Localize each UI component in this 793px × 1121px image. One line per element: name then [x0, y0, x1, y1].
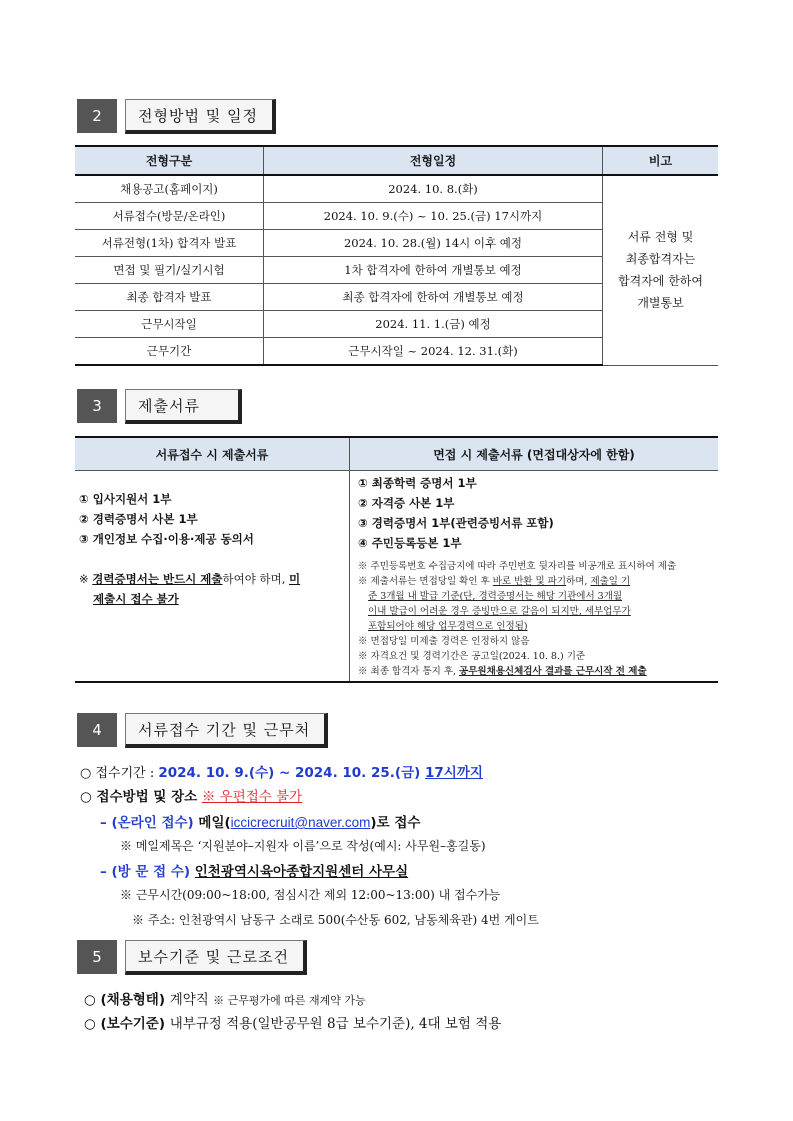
- period-label: ○ 접수기간 :: [80, 766, 159, 781]
- list-item: ③ 경력증명서 1부(관련증빙서류 포함): [358, 516, 554, 530]
- remark-line: 합격자에 한하여: [618, 274, 703, 289]
- remark-line: 최종합격자는: [625, 252, 696, 267]
- receipt-block: [80, 761, 720, 931]
- note-underline: 경력증명서는 반드시 제출: [92, 572, 223, 586]
- note-underline: 미: [289, 572, 301, 586]
- stage-cell: 서류접수(방문/온라인): [75, 203, 264, 230]
- std-label: ○ (보수기준): [84, 1016, 170, 1032]
- section-3-header: [77, 389, 242, 423]
- section-number: 2: [77, 99, 117, 133]
- section-number: 4: [77, 713, 117, 747]
- col-header: 전형구분: [75, 146, 264, 175]
- remark-line: 개별통보: [637, 296, 684, 311]
- online-note: ※ 메일제목은 ‘지원분야–지원자 이름’으로 작성(예시: 사무원–홍길동): [120, 839, 486, 853]
- period-value: 2024. 10. 9.(수) ~ 2024. 10. 25.(금): [158, 765, 426, 781]
- stage-cell: 서류전형(1차) 합격자 발표: [75, 230, 264, 257]
- pay-type: [84, 988, 366, 1008]
- note-underline: 제출시 접수 불가: [93, 592, 179, 606]
- online-text: )로 접수: [370, 815, 421, 831]
- note-underline: 바로 반환 및 파기: [492, 576, 567, 587]
- date-cell: 근무시작일 ~ 2024. 12. 31.(화): [264, 338, 603, 366]
- note-line: ※ 자격요건 및 경력기간은 공고일(2024. 10. 8.) 기준: [358, 651, 586, 662]
- method-note: ※ 우편접수 불가: [201, 789, 303, 805]
- list-item: ① 최종학력 증명서 1부: [358, 476, 477, 490]
- section-2-header: [77, 99, 276, 133]
- list-item: ③ 개인정보 수집·이용·제공 동의서: [79, 532, 254, 546]
- visit-note: ※ 근무시간(09:00~18:00, 점심시간 제외 12:00~13:00) 내 접수가능: [120, 888, 501, 902]
- list-item: ① 입사지원서 1부: [79, 492, 172, 506]
- period-until: 17시까지: [425, 765, 483, 781]
- type-value: 계약직: [169, 992, 214, 1008]
- note-text: 하여야 하며,: [222, 572, 290, 586]
- visit-place: 인천광역시육아종합지원센터 사무실: [194, 864, 409, 880]
- type-label: ○ (채용형태): [84, 992, 170, 1008]
- table-header-row: [75, 146, 718, 175]
- note-mark: ※: [79, 572, 93, 586]
- email-link[interactable]: iccicrecruit@naver.com: [230, 815, 371, 830]
- col-header: 서류접수 시 제출서류: [75, 437, 350, 471]
- note-text: ※ 최종 합격자 통지 후,: [358, 666, 460, 677]
- table-row: [75, 175, 718, 203]
- right-docs-cell: [350, 471, 719, 683]
- list-item: ④ 주민등록등본 1부: [358, 536, 462, 550]
- stage-cell: 근무시작일: [75, 311, 264, 338]
- note-line: [358, 574, 714, 589]
- stage-cell: 면접 및 필기/실기시험: [75, 257, 264, 284]
- pay-standard: [84, 1012, 501, 1032]
- stage-cell: 근무기간: [75, 338, 264, 366]
- date-cell: 2024. 10. 28.(월) 14시 이후 예정: [264, 230, 603, 257]
- note-line: 준 3개월 내 발급 기준(단, 경력증명서는 해당 기관에서 3개월: [368, 591, 623, 602]
- stage-cell: 최종 합격자 발표: [75, 284, 264, 311]
- method-label: ○ 접수방법 및 장소: [80, 789, 202, 805]
- list-item: ② 경력증명서 사본 1부: [79, 512, 198, 526]
- receipt-method: [80, 785, 302, 805]
- section-4-header: [77, 713, 328, 747]
- left-note: [79, 569, 345, 609]
- note-text: ※ 제출서류는 면접당일 확인 후: [358, 576, 493, 587]
- section-title: 서류접수 기간 및 근무처: [125, 713, 328, 748]
- left-docs-cell: [75, 471, 350, 683]
- documents-table: [75, 436, 718, 683]
- section-title: 전형방법 및 일정: [125, 99, 276, 134]
- pay-block: [84, 988, 724, 1038]
- schedule-table: [75, 145, 718, 366]
- note-line: ※ 면접당일 미제출 경력은 인정하지 않음: [358, 636, 530, 647]
- note-line: ※ 주민등록번호 수집금지에 따라 주민번호 뒷자리를 비공개로 표시하여 제출: [358, 561, 677, 572]
- online-text: 메일(: [198, 815, 231, 831]
- section-5-header: [77, 940, 307, 974]
- col-header: 비고: [603, 146, 719, 175]
- receipt-online: [100, 811, 420, 831]
- date-cell: 2024. 10. 9.(수) ~ 10. 25.(금) 17시까지: [264, 203, 603, 230]
- visit-label: – (방 문 접 수): [100, 864, 195, 880]
- online-label: – (온라인 접수): [100, 815, 199, 831]
- note-line: [358, 664, 714, 679]
- date-cell: 1차 합격자에 한하여 개별통보 예정: [264, 257, 603, 284]
- col-header: 면접 시 제출서류 (면접대상자에 한함): [350, 437, 719, 471]
- type-note: ※ 근무평가에 따른 재계약 가능: [213, 994, 366, 1007]
- receipt-period: [80, 761, 483, 781]
- note-line: 이내 발급이 어려운 경우 증빙만으로 갈음이 되지만, 세부업무가: [368, 606, 631, 617]
- list-item: ② 자격증 사본 1부: [358, 496, 455, 510]
- table-header-row: [75, 437, 718, 471]
- section-title: 제출서류: [125, 389, 242, 424]
- section-number: 3: [77, 389, 117, 423]
- remark-cell: [603, 175, 719, 365]
- section-number: 5: [77, 940, 117, 974]
- note-underline: 공무원채용신체검사 결과를 근무시작 전 제출: [459, 666, 647, 677]
- note-text: 하며,: [566, 576, 591, 587]
- table-row: [75, 471, 718, 683]
- section-title: 보수기준 및 근로조건: [125, 940, 307, 975]
- address-note: ※ 주소: 인천광역시 남동구 소래로 500(수산동 602, 남동체육관) 4번 게이트: [132, 913, 539, 927]
- date-cell: 2024. 10. 8.(화): [264, 175, 603, 203]
- note-line: 포함되어야 해당 업무경력으로 인정됨): [368, 621, 528, 632]
- date-cell: 2024. 11. 1.(금) 예정: [264, 311, 603, 338]
- col-header: 전형일정: [264, 146, 603, 175]
- remark-line: 서류 전형 및: [627, 230, 694, 245]
- stage-cell: 채용공고(홈페이지): [75, 175, 264, 203]
- std-value: 내부규정 적용(일반공무원 8급 보수기준), 4대 보험 적용: [169, 1016, 502, 1032]
- note-underline: 제출일 기: [590, 576, 631, 587]
- receipt-visit: [100, 860, 408, 880]
- date-cell: 최종 합격자에 한하여 개별통보 예정: [264, 284, 603, 311]
